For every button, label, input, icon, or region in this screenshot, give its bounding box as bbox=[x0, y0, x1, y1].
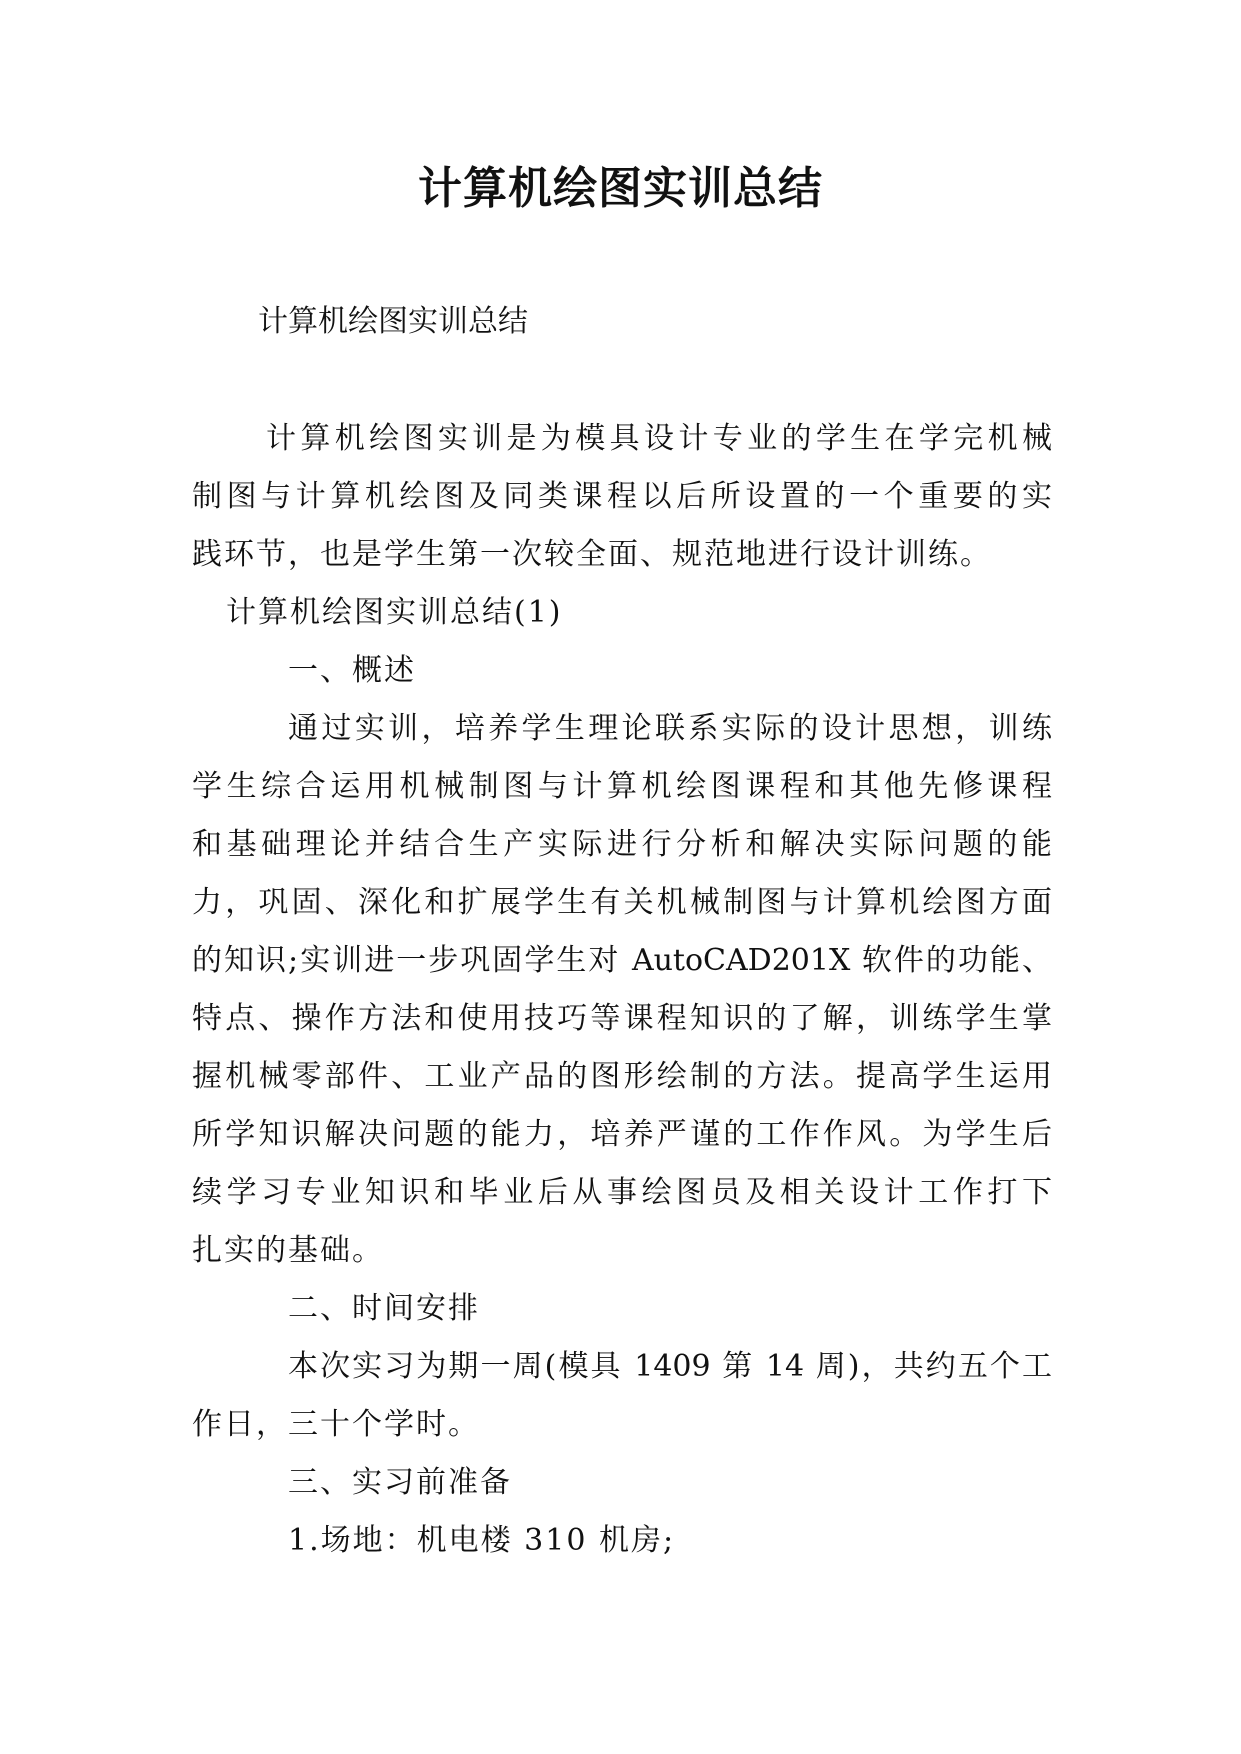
paragraph-line: 的知识;实训进一步巩固学生对 AutoCAD201X 软件的功能、 bbox=[192, 943, 1052, 978]
paragraph-line: 学生综合运用机械制图与计算机绘图课程和其他先修课程 bbox=[192, 769, 1052, 804]
paragraph-line: 所学知识解决问题的能力，培养严谨的工作作风。为学生后 bbox=[192, 1117, 1052, 1152]
paragraph-line: 和基础理论并结合生产实际进行分析和解决实际问题的能 bbox=[192, 827, 1052, 862]
paragraph-line: 1.场地：机电楼 310 机房; bbox=[288, 1523, 676, 1558]
document-title: 计算机绘图实训总结 bbox=[418, 163, 823, 214]
document-body bbox=[192, 410, 1052, 1570]
paragraph-line: 践环节，也是学生第一次较全面、规范地进行设计训练。 bbox=[192, 537, 992, 572]
paragraph-line: 续学习专业知识和毕业后从事绘图员及相关设计工作打下 bbox=[192, 1175, 1052, 1210]
paragraph-line: 特点、操作方法和使用技巧等课程知识的了解，训练学生掌 bbox=[192, 1001, 1052, 1036]
paragraph-line: 力，巩固、深化和扩展学生有关机械制图与计算机绘图方面 bbox=[192, 885, 1052, 920]
document-subtitle: 计算机绘图实训总结 bbox=[258, 304, 528, 339]
paragraph-line: 通过实训，培养学生理论联系实际的设计思想，训练 bbox=[288, 711, 1052, 746]
section-heading: 一、概述 bbox=[288, 653, 416, 688]
paragraph-line: 制图与计算机绘图及同类课程以后所设置的一个重要的实 bbox=[192, 479, 1052, 514]
paragraph-line: 作日，三十个学时。 bbox=[192, 1407, 480, 1442]
paragraph-line: 握机械零部件、工业产品的图形绘制的方法。提高学生运用 bbox=[192, 1059, 1052, 1094]
paragraph-line: 计算机绘图实训是为模具设计专业的学生在学完机械 bbox=[266, 421, 1052, 456]
section-heading: 三、实习前准备 bbox=[288, 1465, 512, 1500]
section-heading: 计算机绘图实训总结(1) bbox=[226, 595, 563, 630]
section-heading: 二、时间安排 bbox=[288, 1291, 480, 1326]
paragraph-line: 扎实的基础。 bbox=[192, 1233, 384, 1268]
paragraph-line: 本次实习为期一周(模具 1409 第 14 周)，共约五个工 bbox=[288, 1349, 1052, 1384]
